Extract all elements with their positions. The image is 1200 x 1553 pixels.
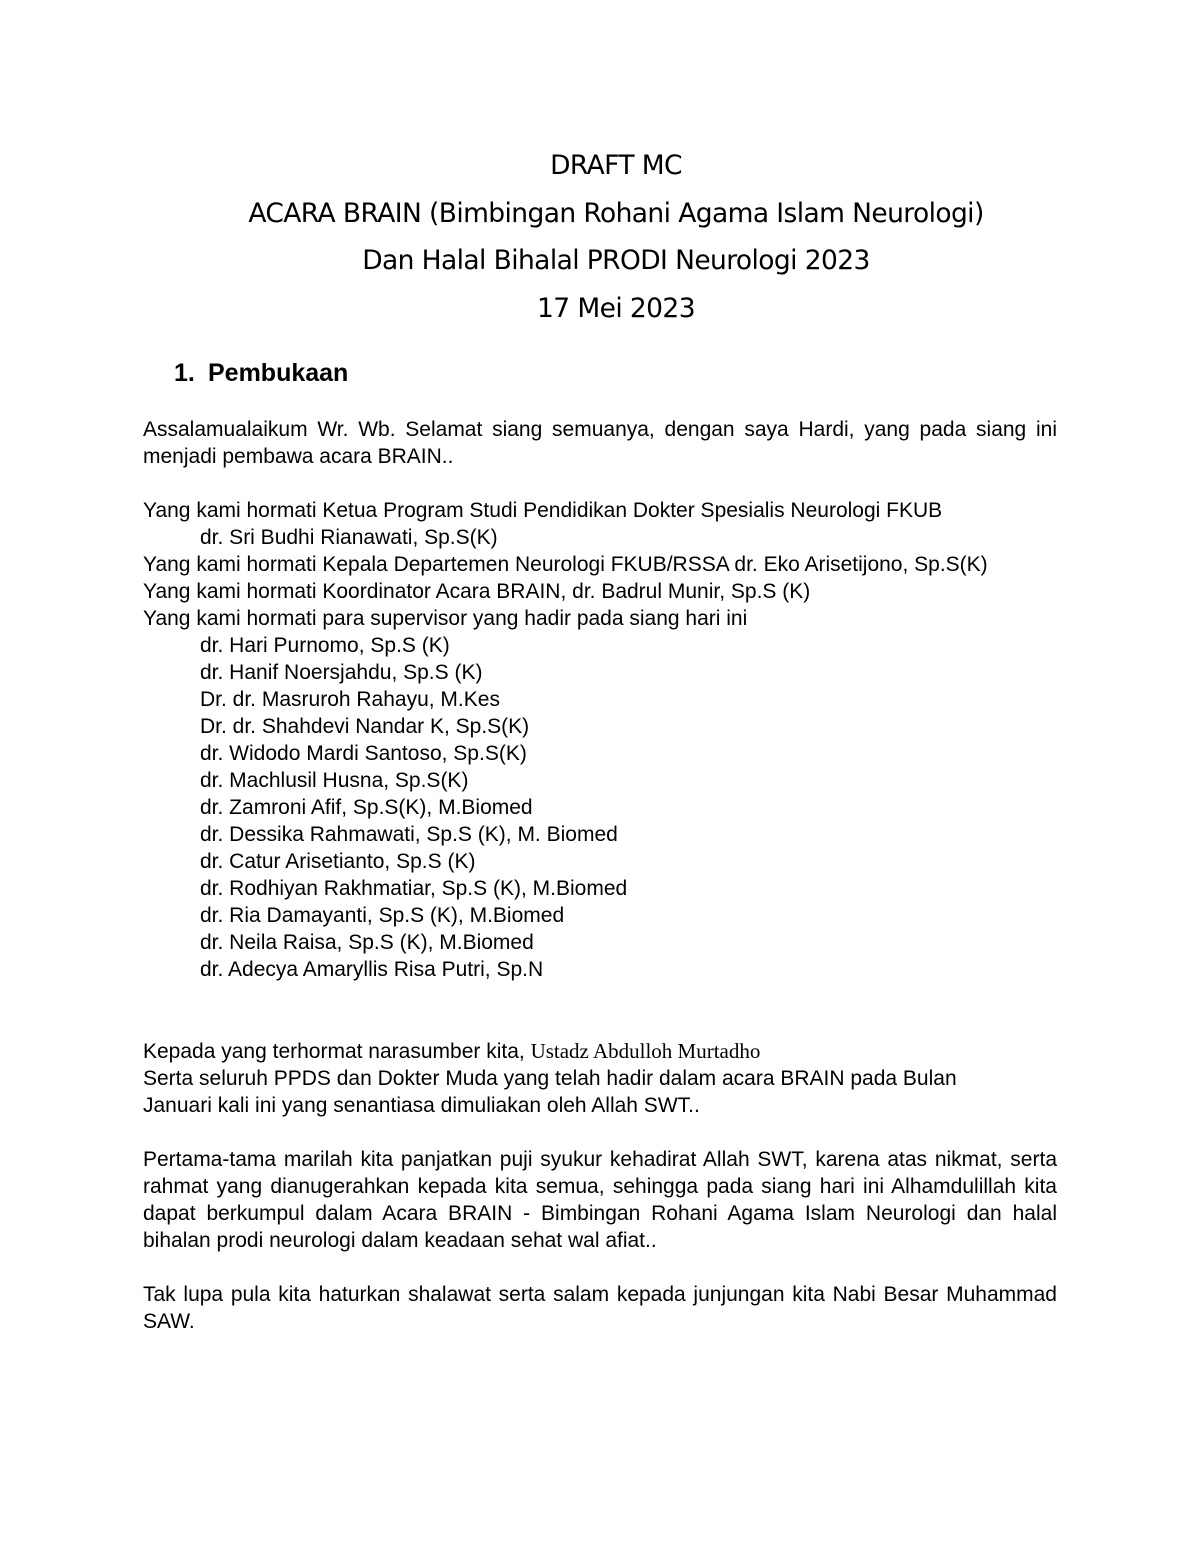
speaker-audience-block [143, 1038, 1057, 1119]
audience-line1: Serta seluruh PPDS dan Dokter Muda yang telah hadir dalam acara BRAIN pada Bulan [143, 1067, 957, 1090]
supervisor-item: dr. Neila Raisa, Sp.S (K), M.Biomed [200, 931, 534, 954]
title-line-event: ACARA BRAIN (Bimbingan Rohani Agama Islam Neurologi) [248, 197, 984, 229]
gratitude-paragraph: Pertama-tama marilah kita panjatkan puji syukur kehadirat Allah SWT, karena atas nikmat, serta rahmat yang dianugerahkan kepada kita semua, sehingga pada siang hari ini Alhamdulillah kita dapat berkumpul dalam Acara BRAIN - Bimbingan Rohani Agama Islam Neurologi dan halal bihalan prodi neurologi dalam keadaan sehat wal afiat.. [143, 1148, 1057, 1252]
title-line-date: 17 Mei 2023 [537, 292, 695, 324]
honorifics-block [143, 497, 1057, 983]
shalawat-paragraph: Tak lupa pula kita haturkan shalawat serta salam kepada junjungan kita Nabi Besar Muhammad SAW. [143, 1283, 1057, 1333]
supervisor-item: dr. Catur Arisetianto, Sp.S (K) [200, 850, 476, 873]
supervisor-item: dr. Hari Purnomo, Sp.S (K) [200, 634, 450, 657]
supervisor-item: dr. Dessika Rahmawati, Sp.S (K), M. Biomed [200, 823, 618, 846]
section-title: Pembukaan [208, 359, 349, 387]
supervisor-item: dr. Machlusil Husna, Sp.S(K) [200, 769, 469, 792]
section-heading [174, 357, 348, 389]
honorific-supervisors-intro: Yang kami hormati para supervisor yang hadir pada siang hari ini [143, 607, 748, 630]
speaker-prefix: Kepada yang terhormat narasumber kita, [143, 1040, 525, 1063]
speaker-line [143, 1038, 1057, 1065]
supervisor-item: Dr. dr. Shahdevi Nandar K, Sp.S(K) [200, 715, 530, 738]
supervisor-item: dr. Adecya Amaryllis Risa Putri, Sp.N [200, 958, 544, 981]
supervisor-item: Dr. dr. Masruroh Rahayu, M.Kes [200, 688, 500, 711]
title-line-halal-bihalal: Dan Halal Bihalal PRODI Neurologi 2023 [362, 245, 870, 276]
supervisor-item: dr. Rodhiyan Rakhmatiar, Sp.S (K), M.Biomed [200, 877, 628, 900]
honorific-coordinator: Yang kami hormati Koordinator Acara BRAIN, dr. Badrul Munir, Sp.S (K) [143, 580, 811, 603]
greeting-paragraph: Assalamualaikum Wr. Wb. Selamat siang semuanya, dengan saya Hardi, yang pada siang ini menjadi pembawa acara BRAIN.. [143, 418, 1057, 468]
speaker-name: Ustadz Abdulloh Murtadho [530, 1039, 761, 1063]
supervisor-item: dr. Zamroni Afif, Sp.S(K), M.Biomed [200, 796, 533, 819]
supervisor-item: dr. Widodo Mardi Santoso, Sp.S(K) [200, 742, 527, 765]
section-number: 1. [174, 359, 195, 387]
supervisor-item: dr. Hanif Noersjahdu, Sp.S (K) [200, 661, 483, 684]
document-title [0, 142, 1200, 332]
honorific-department: Yang kami hormati Kepala Departemen Neurologi FKUB/RSSA dr. Eko Arisetijono, Sp.S(K) [143, 553, 988, 576]
honorific-kps-line2: dr. Sri Budhi Rianawati, Sp.S(K) [200, 526, 498, 549]
title-line-draft: DRAFT MC [550, 150, 682, 181]
audience-line2: Januari kali ini yang senantiasa dimuliakan oleh Allah SWT.. [143, 1094, 700, 1117]
supervisor-item: dr. Ria Damayanti, Sp.S (K), M.Biomed [200, 904, 565, 927]
honorific-kps-line1: Yang kami hormati Ketua Program Studi Pendidikan Dokter Spesialis Neurologi FKUB [143, 499, 943, 522]
